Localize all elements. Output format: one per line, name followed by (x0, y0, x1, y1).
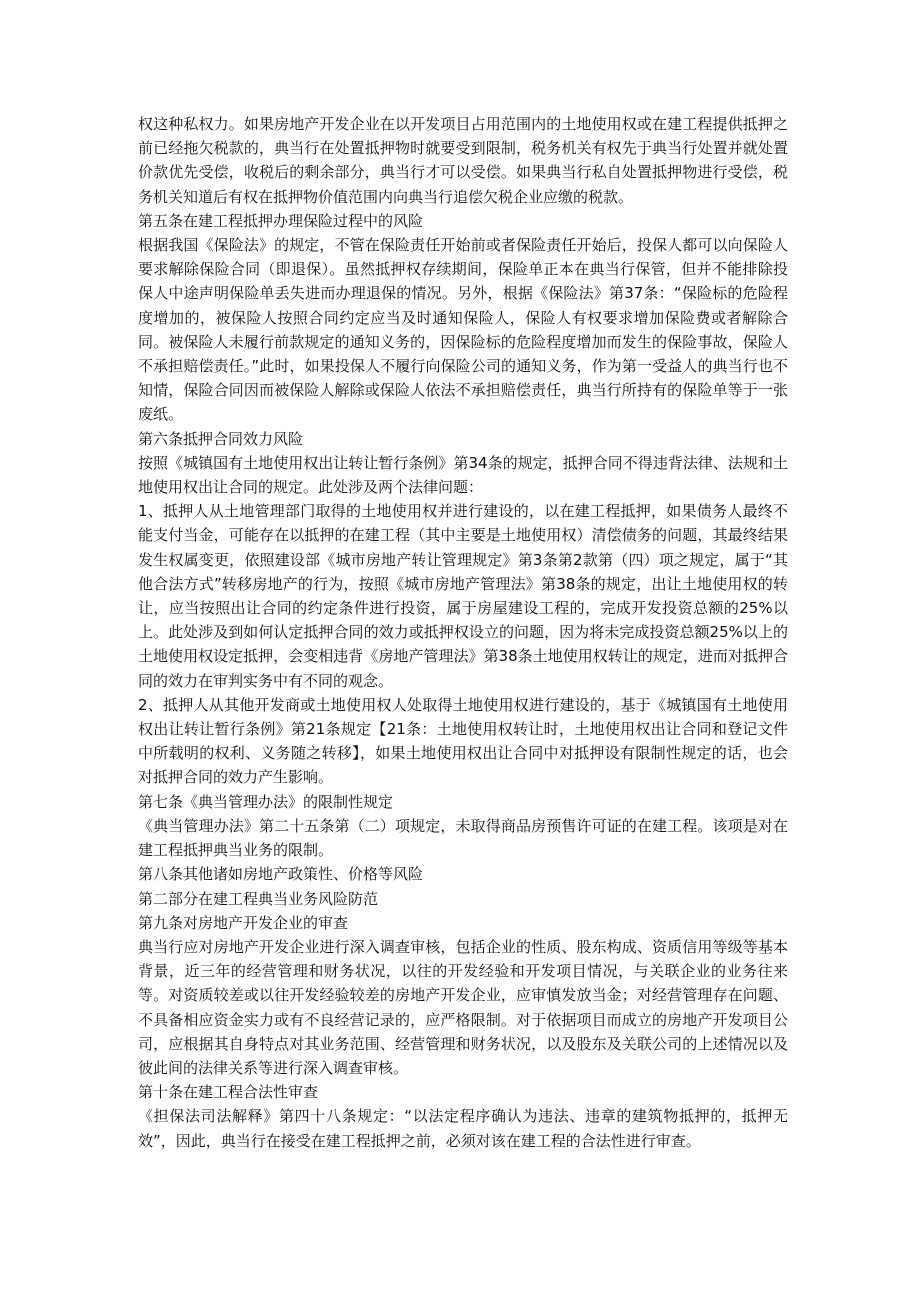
heading-article-8: 第八条其他诸如房地产政策性、价格等风险 (138, 865, 424, 884)
document-body (138, 112, 788, 1153)
heading-part-2: 第二部分在建工程典当业务风险防范 (138, 889, 379, 908)
paragraph-contract-validity-intro: 按照《城镇国有土地使用权出让转让暂行条例》第34条的规定，抵押合同不得违背法律、法规和土地使用权出让合同的规定。此处涉及两个法律问题： (138, 453, 788, 497)
heading-article-10: 第十条在建工程合法性审查 (138, 1083, 319, 1102)
heading-article-5: 第五条在建工程抵押办理保险过程中的风险 (138, 211, 424, 230)
paragraph-legality-review: 《担保法司法解释》第四十八条规定：“以法定程序确认为违法、违章的建筑物抵押的，抵押无效”，因此，典当行在接受在建工程抵押之前，必须对该在建工程的合法性进行审查。 (138, 1107, 788, 1150)
paragraph-legal-issue-1: 1、抵押人从土地管理部门取得的土地使用权并进行建设的，以在建工程抵押，如果债务人最终不能支付当金，可能存在以抵押的在建工程（其中主要是土地使用权）清偿债务的问题，其最终结果发生权属变更，依照建设部《城市房地产转让管理规定》第3条第2款第（四）项之规定，属于“其他合法方式”转移房地产的行为，按照《城市房地产管理法》第38条的规定，出让土地使用权的转让，应当按照出让合同的约定条件进行投资，属于房屋建设工程的，完成开发投资总额的25%以上。此处涉及到如何认定抵押合同的效力或抵押权设立的问题，因为将未完成投资总额25%以上的土地使用权设定抵押，会变相违背《房地产管理法》第38条土地使用权转让的规定，进而对抵押合同的效力在审判实务中有不同的观念。 (138, 502, 788, 690)
heading-article-7: 第七条《典当管理办法》的限制性规定 (138, 792, 394, 811)
paragraph-tax-priority: 权这种私权力。如果房地产开发企业在以开发项目占用范围内的土地使用权或在建工程提供抵押之前已经拖欠税款的，典当行在处置抵押物时就要受到限制，税务机关有权先于典当行处置并就处置价款优先受偿，收税后的剩余部分，典当行才可以受偿。如果典当行私自处置抵押物进行受偿，税务机关知道后有权在抵押物价值范围内向典当行追偿欠税企业应缴的税款。 (138, 115, 788, 206)
heading-article-9: 第九条对房地产开发企业的审查 (138, 913, 349, 932)
paragraph-insurance-risk: 根据我国《保险法》的规定，不管在保险责任开始前或者保险责任开始后，投保人都可以向保险人要求解除保险合同（即退保）。虽然抵押权存续期间，保险单正本在典当行保管，但并不能排除投保人中途声明保险单丢失进而办理退保的情况。另外，根据《保险法》第37条：“保险标的危险程度增加的，被保险人按照合同约定应当及时通知保险人，保险人有权要求增加保险费或者解除合同。被保险人未履行前款规定的通知义务的，因保险标的危险程度增加而发生的保险事故，保险人不承担赔偿责任。”此时，如果投保人不履行向保险公司的通知义务，作为第一受益人的典当行也不知情，保险合同因而被保险人解除或保险人依法不承担赔偿责任，典当行所持有的保险单等于一张废纸。 (138, 236, 788, 424)
paragraph-legal-issue-2: 2、抵押人从其他开发商或土地使用权人处取得土地使用权进行建设的，基于《城镇国有土地使用权出让转让暂行条例》第21条规定【21条：土地使用权转让时，土地使用权出让合同和登记文件中所载明的权利、义务随之转移】，如果土地使用权出让合同中对抵押设有限制性规定的话，也会对抵押合同的效力产生影响。 (138, 695, 788, 787)
paragraph-developer-review: 典当行应对房地产开发企业进行深入调查审核，包括企业的性质、股东构成、资质信用等级等基本背景，近三年的经营管理和财务状况，以往的开发经验和开发项目情况，与关联企业的业务往来等。对资质较差或以往开发经验较差的房地产开发企业，应审慎发放当金；对经营管理存在问题、不具备相应资金实力或有不良经营记录的，应严格限制。对于依据项目而成立的房地产开发项目公司，应根据其自身特点对其业务范围、经营管理和财务状况，以及股东及关联公司的上述情况以及彼此间的法律关系等进行深入调查审核。 (138, 937, 788, 1077)
heading-article-6: 第六条抵押合同效力风险 (138, 429, 304, 448)
paragraph-pawn-regulation: 《典当管理办法》第二十五条第（二）项规定，未取得商品房预售许可证的在建工程。该项是对在建工程抵押典当业务的限制。 (138, 816, 788, 860)
